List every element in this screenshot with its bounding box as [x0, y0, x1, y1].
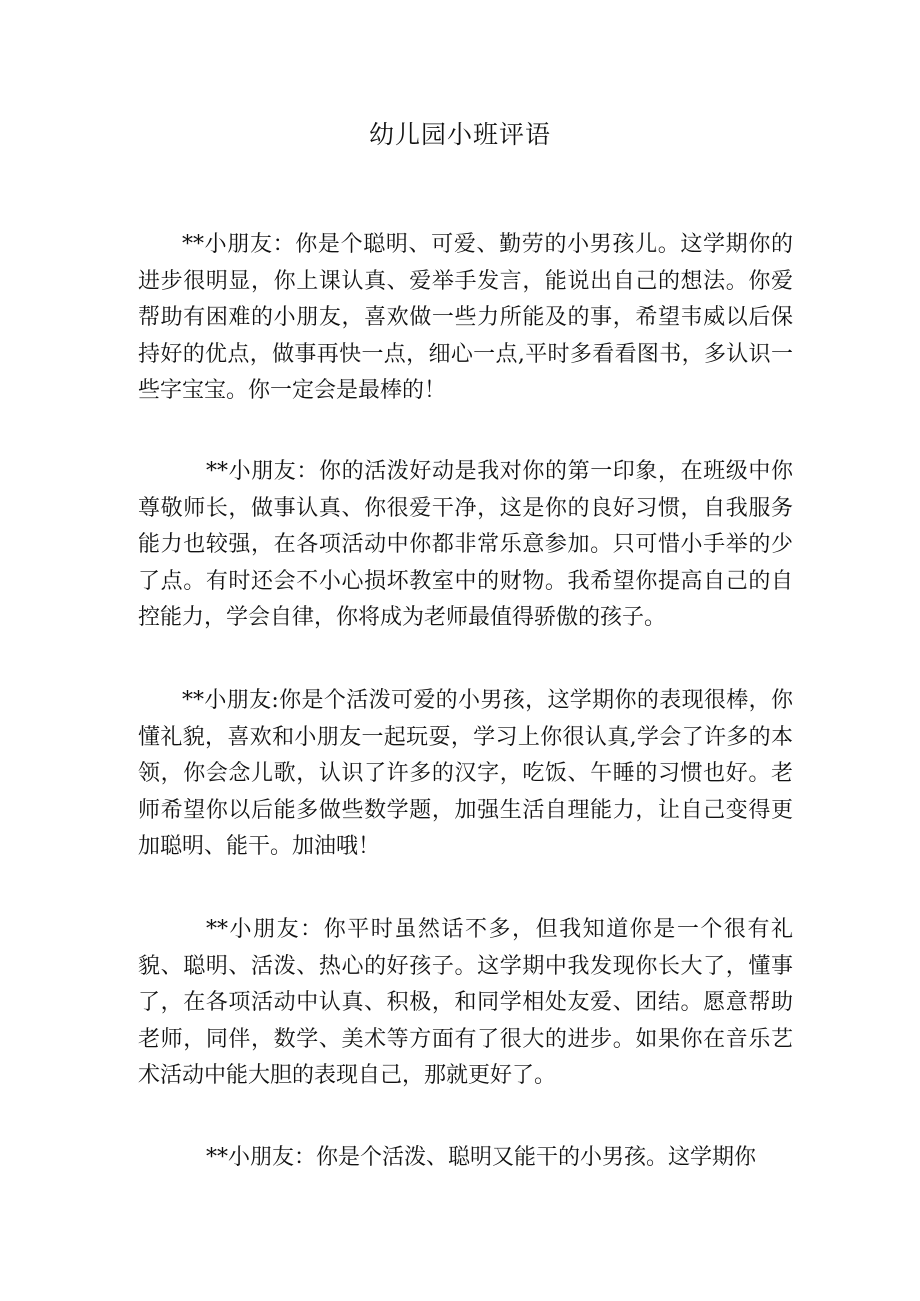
comment-paragraph-4: **小朋友：你平时虽然话不多，但我知道你是一个很有礼貌、聪明、活泼、热心的好孩子。这学期中我发现你长大了，懂事了，在各项活动中认真、积极，和同学相处友爱、团结。愿意帮助老师，同伴，数学、美术等方面有了很大的进步。如果你在音乐艺术活动中能大胆的表现自己，那就更好了。 — [138, 917, 793, 1088]
page-title: 幼儿园小班评语 — [368, 120, 551, 149]
comment-paragraph-3: **小朋友:你是个活泼可爱的小男孩，这学期你的表现很棒，你懂礼貌，喜欢和小朋友一起玩耍，学习上你很认真,学会了许多的本领，你会念儿歌，认识了许多的汉字，吃饭、午睡的习惯也好。老师希望你以后能多做些数学题，加强生活自理能力，让自己变得更加聪明、能干。加油哦！ — [138, 688, 793, 859]
comment-paragraph-2: **小朋友：你的活泼好动是我对你的第一印象，在班级中你尊敬师长，做事认真、你很爱干净，这是你的良好习惯，自我服务能力也较强，在各项活动中你都非常乐意参加。只可惜小手举的少了点。有时还会不小心损坏教室中的财物。我希望你提高自己的自控能力，学会自律，你将成为老师最值得骄傲的孩子。 — [138, 459, 793, 630]
comment-paragraph-1: **小朋友：你是个聪明、可爱、勤劳的小男孩儿。这学期你的进步很明显，你上课认真、爱举手发言，能说出自己的想法。你爱帮助有困难的小朋友，喜欢做一些力所能及的事，希望韦威以后保持好的优点，做事再快一点，细心一点,平时多看看图书，多认识一些字宝宝。你一定会是最棒的！ — [138, 232, 793, 403]
comment-paragraph-5: **小朋友：你是个活泼、聪明又能干的小男孩。这学期你 — [206, 1145, 757, 1170]
